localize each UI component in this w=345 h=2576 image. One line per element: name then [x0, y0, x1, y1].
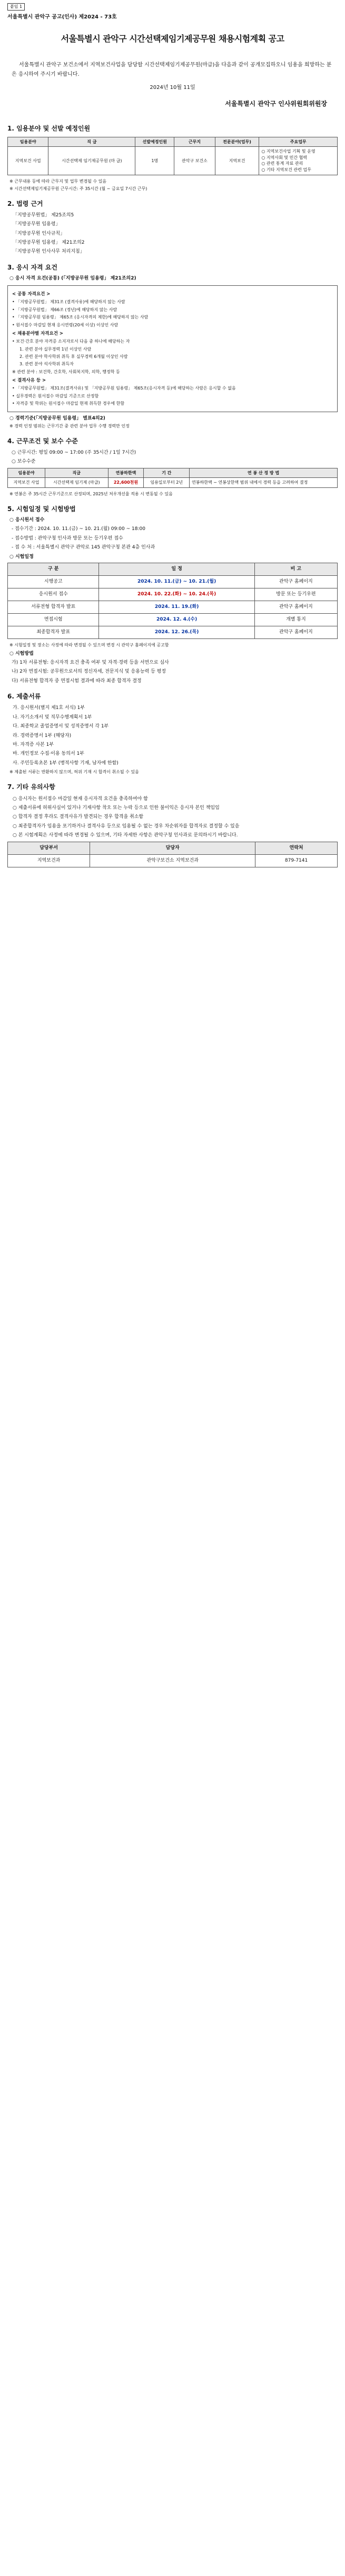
cell-remark: 개별 통지	[254, 613, 337, 626]
list-item: 「지방공무원 인사사무 처리지침」	[13, 249, 85, 255]
table-row	[8, 626, 338, 638]
col-place: 근무지	[174, 137, 215, 147]
col-count: 선발예정인원	[135, 137, 174, 147]
col-field: 임용분야	[8, 468, 45, 478]
cell-place: 관악구 보건소	[174, 147, 215, 175]
pay-table	[7, 468, 338, 488]
col-dept: 담당부서	[8, 842, 90, 854]
section-7-title: 7. 기타 유의사항	[7, 783, 55, 791]
recruitment-table	[7, 137, 338, 175]
list-item: 바. 개인정보 수집·이용 동의서 1부	[13, 751, 84, 757]
box-line: 1. 관련 분야 실무경력 1년 이상인 사람	[19, 346, 92, 352]
list-item: 다. 최종학교 졸업증명서 및 성적증명서 각 1부	[13, 724, 109, 730]
cell-remark: 방문 또는 등기우편	[254, 588, 337, 601]
note: ※ 시간선택제임기제공무원 근무시간: 주 35시간 (월 ~ 금요일 7시간 근무)	[9, 186, 147, 191]
receipt-line: - 접수기간 : 2024. 10. 11.(금) ~ 10. 21.(월) 09:00 ~ 18:00	[12, 526, 145, 532]
announcement-number: 서울특별시 관악구 공고(인사) 제2024 - 73호	[7, 14, 117, 20]
duty-item: ○ 기타 지역보건 관련 업무	[261, 167, 311, 172]
col-date: 일 정	[99, 563, 254, 575]
note: ※ 근무내용 등에 따라 근무지 및 업무 변경될 수 있음	[9, 178, 107, 184]
cell-remark: 관악구 홈페이지	[254, 601, 337, 613]
section-6-title: 6. 제출서류	[7, 693, 41, 701]
cell-phone: 879-7141	[255, 854, 338, 867]
cell-date: 2024. 10. 22.(화) ~ 10. 24.(목)	[99, 588, 254, 601]
list-item: 「지방공무원 임용령」 제21조의2	[13, 240, 85, 246]
method-line: 다) 서류전형 합격자 중 면접시험 결과에 따라 최종 합격자 결정	[12, 678, 142, 684]
list-item: 「지방공무원 인사규칙」	[13, 231, 65, 236]
list-item: ○ 제출서류에 허위사실이 있거나 기재사항 착오 또는 누락 등으로 인한 불이익은 응시자 본인 책임임	[13, 805, 220, 811]
note: ※ 연봉은 주 35시간 근무기준으로 산정되며, 2025년 처우개선율 적용 시 변동될 수 있음	[9, 491, 173, 496]
cell-min: 22,600천원	[108, 478, 144, 488]
announcement-date: 2024년 10월 11일	[150, 85, 195, 91]
documents-list	[13, 704, 338, 767]
cell-grade: 시간선택제 임기제공무원 (마 급)	[48, 147, 135, 175]
cell-remark: 관악구 홈페이지	[254, 575, 337, 588]
intro-paragraph: 서울특별시 관악구 보건소에서 지역보건사업을 담당할 시간선택제임기제공무원(마급)을 다음과 같이 공개모집하오니 임용을 희망하는 분은 응시하여 주시기 바랍니다.	[12, 62, 332, 77]
attachment-tag: 붙임 1	[7, 3, 25, 11]
table-row	[8, 601, 338, 613]
table-row	[8, 588, 338, 601]
cell-stage: 최종합격자 발표	[8, 626, 99, 638]
cell-duties	[259, 147, 338, 175]
receipt-line: - 접수방법 : 관악구청 인사과 방문 또는 등기우편 접수	[12, 535, 123, 541]
section-1-title: 1. 임용분야 및 선발 예정인원	[7, 125, 91, 133]
box-line: • 실무경력은 원서접수 마감일 기준으로 산정함	[12, 393, 99, 398]
list-item: 마. 자격증 사본 1부	[13, 742, 54, 748]
duty-item: ○ 지역보건사업 기획 및 운영	[261, 149, 316, 154]
box-line: ※ 관련 분야 : 보건학, 간호학, 사회복지학, 의학, 행정학 등	[12, 369, 120, 374]
method-line: 가) 1차 서류전형: 응시자격 요건 충족 여부 및 자격·경력 등을 서면으로 심사	[12, 660, 169, 665]
box-heading: < 결격사유 등 >	[12, 378, 46, 384]
cell-field: 지역보건 사업	[8, 147, 48, 175]
list-item: 「지방공무원법」 제25조의5	[13, 212, 74, 218]
box-line: • 「지방공무원법」 제31조 (결격사유)에 해당하지 않는 사람	[12, 299, 125, 305]
table-row	[8, 478, 338, 488]
cell-date: 2024. 12. 26.(목)	[99, 626, 254, 638]
table-row	[8, 575, 338, 588]
note: ※ 제출된 서류는 반환하지 않으며, 허위 기재 시 합격이 취소될 수 있음	[9, 770, 139, 775]
col-grade: 직 급	[48, 137, 135, 147]
box-line: • 「지방공무원법」 제66조 (정년)에 해당하지 않는 사람	[12, 307, 117, 312]
cell-date: 2024. 11. 19.(화)	[99, 601, 254, 613]
cell-count: 1명	[135, 147, 174, 175]
duty-item: ○ 관련 통계 자료 관리	[261, 161, 303, 166]
box-heading: < 공통 자격요건 >	[12, 292, 51, 297]
duty-item: ○ 지역사회 및 민간 협력	[261, 155, 308, 160]
col-phone: 연락처	[255, 842, 338, 854]
col-min: 연봉하한액	[108, 468, 144, 478]
box-line: 2. 관련 분야 학사학위 취득 후 실무경력 6개월 이상인 사람	[19, 354, 128, 359]
cell-stage: 응시원서 접수	[8, 588, 99, 601]
cell-method: 연봉하한액 ~ 연봉상한액 범위 내에서 경력 등을 고려하여 결정	[190, 478, 338, 488]
receipt-line: - 접 수 처 : 서울특별시 관악구 관악로 145 관악구청 본관 4층 인사과	[12, 545, 155, 551]
cell-date: 2024. 12. 4.(수)	[99, 613, 254, 626]
schedule-table	[7, 563, 338, 639]
cell-stage: 면접시험	[8, 613, 99, 626]
subsection-title: ○ 시험일정	[9, 554, 34, 560]
list-item: ○ 합격자 결정 후라도 결격사유가 발견되는 경우 합격을 취소함	[13, 814, 144, 820]
box-line: • 「지방공무원법」 제31조(결격사유) 및 「지방공무원 임용령」 제65조(응시자격 등)에 해당하는 사람은 응시할 수 없음	[12, 386, 236, 391]
page-title: 서울특별시 관악구 시간선택제임기제공무원 채용시험계획 공고	[61, 34, 284, 44]
law-list	[13, 212, 338, 256]
section-2-title: 2. 법령 근거	[7, 199, 43, 207]
subsection-title: ○ 응시 자격 요건(공통) (「지방공무원 임용령」 제21조의2)	[9, 276, 136, 282]
box-line: • 「지방공무원 임용령」 제65조 (응시자격의 제한)에 해당하지 않는 사람	[12, 315, 149, 320]
cell-dept: 지역보건과	[8, 854, 90, 867]
cell-person: 관악구보건소 지역보건과	[90, 854, 255, 867]
cell-date: 2024. 10. 11.(금) ~ 10. 21.(월)	[99, 575, 254, 588]
col-method: 연 봉 산 정 방 법	[190, 468, 338, 478]
section-4-title: 4. 근무조건 및 보수 수준	[7, 437, 78, 445]
contact-table	[7, 842, 338, 867]
cell-stage: 서류전형 합격자 발표	[8, 601, 99, 613]
subsection-title: ○ 응시원서 접수	[9, 517, 45, 523]
pay-heading: ○ 보수수준	[12, 459, 36, 465]
cell-grade: 시간선택제 임기제 (마급)	[45, 478, 108, 488]
subsection-title: ○ 경력기준(「지방공무원 임용령」 별표4의2)	[9, 415, 105, 421]
list-item: 사. 주민등록초본 1부 (병적사항 기재, 남자에 한함)	[13, 760, 119, 766]
cell-period: 임용일로부터 2년	[144, 478, 190, 488]
note: ※ 경력 인정 범위는 근무기간 중 관련 분야 업무 수행 경력만 인정	[9, 423, 130, 428]
col-period: 기 간	[144, 468, 190, 478]
col-field: 임용분야	[8, 137, 48, 147]
work-hours: ○ 근무시간: 평일 09:00 ~ 17:00 (주 35시간 / 1일 7시간)	[12, 450, 136, 455]
table-row	[8, 613, 338, 626]
col-person: 담당자	[90, 842, 255, 854]
list-item: ○ 본 시험계획은 사정에 따라 변경될 수 있으며, 기타 자세한 사항은 관악구청 인사과로 문의하시기 바랍니다.	[13, 833, 238, 838]
list-item: ○ 최종합격자가 임용을 포기하거나 결격사유 등으로 임용될 수 없는 경우 차순위자를 합격자로 결정할 수 있음	[13, 823, 240, 829]
notice-list	[13, 795, 338, 840]
col-duties: 주요업무	[259, 137, 338, 147]
box-line: • 보건·간호 분야 자격증 소지자로서 다음 중 하나에 해당하는 자	[12, 339, 130, 344]
cell-field: 지역보건 사업	[8, 478, 45, 488]
note: ※ 시험일정 및 장소는 사정에 따라 변경될 수 있으며 변경 시 관악구 홈페이지에 공고함	[9, 642, 169, 647]
list-item: 나. 자기소개서 및 직무수행계획서 1부	[13, 714, 92, 720]
list-item: 가. 응시원서(별지 제1호 서식) 1부	[13, 705, 85, 711]
section-3-title: 3. 응시 자격 요건	[7, 263, 57, 271]
cell-stage: 시행공고	[8, 575, 99, 588]
cell-spec: 지역보건	[215, 147, 259, 175]
col-remark: 비 고	[254, 563, 337, 575]
box-line: • 원서접수 마감일 현재 응시연령(20세 이상) 이상인 사람	[12, 322, 119, 327]
requirements-box	[7, 285, 338, 412]
list-item: 라. 경력증명서 1부 (해당자)	[13, 733, 72, 738]
section-5-title: 5. 시험일정 및 시험방법	[7, 505, 76, 513]
cell-remark: 관악구 홈페이지	[254, 626, 337, 638]
method-line: 나) 2차 면접시험: 공무원으로서의 정신자세, 전문지식 및 응용능력 등 평정	[12, 669, 166, 675]
col-stage: 구 분	[8, 563, 99, 575]
table-row	[8, 854, 338, 867]
issuer-name: 서울특별시 관악구 인사위원회위원장	[225, 99, 327, 107]
box-line: 3. 관련 분야 석사학위 취득자	[19, 362, 74, 367]
list-item: 「지방공무원 임용령」	[13, 222, 61, 227]
box-line: • 자격증 및 학위는 원서접수 마감일 현재 취득한 경우에 한함	[12, 401, 125, 406]
list-item: ○ 응시자는 원서접수 마감일 현재 응시자격 요건을 충족하여야 함	[13, 796, 148, 802]
table-row	[8, 147, 338, 175]
box-heading: < 채용분야별 자격요건 >	[12, 331, 64, 337]
col-spec: 전문분야(업무)	[215, 137, 259, 147]
col-grade: 직급	[45, 468, 108, 478]
subsection-title: ○ 시험방법	[9, 651, 34, 656]
